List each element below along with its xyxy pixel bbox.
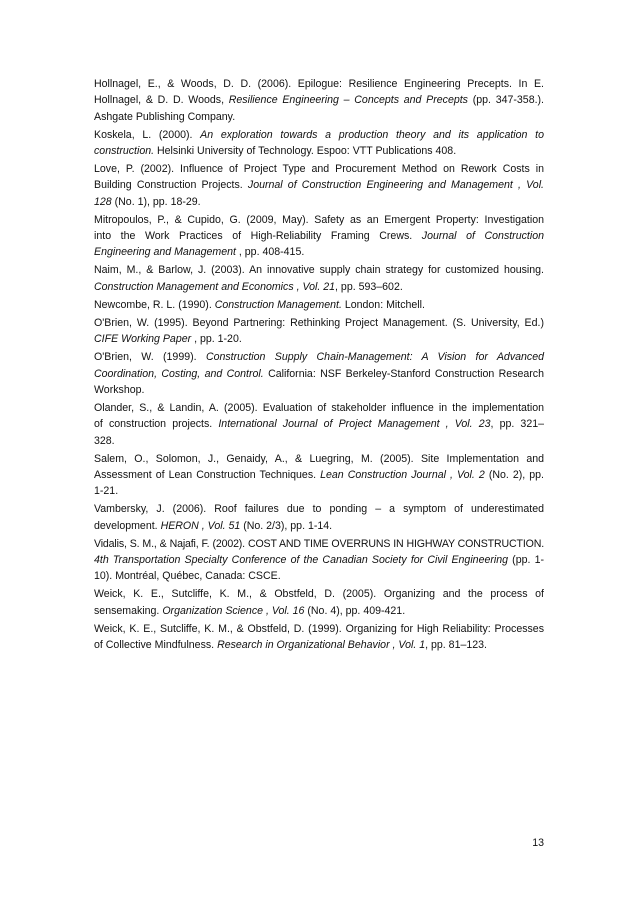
reference-line (94, 212, 544, 228)
reference-italic-text: Journal of Construction (421, 230, 544, 243)
reference-entry (94, 297, 544, 313)
reference-line (94, 536, 544, 552)
reference-line (94, 297, 544, 313)
reference-entry (94, 586, 544, 619)
reference-italic-text: 4th Transportation Specialty Conference of the Canadian Society for Civil Engineering (94, 554, 509, 567)
reference-text: Helsinki University of Technology. Espoo: VTT Publications 408. (154, 144, 457, 157)
reference-text: (No. 2), pp. (484, 469, 544, 481)
reference-line (94, 244, 544, 260)
reference-entry (94, 451, 544, 500)
reference-text: , pp. 81–123. (425, 639, 487, 652)
reference-text: (No. 2/3), pp. 1-14. (240, 519, 333, 532)
reference-text: (pp. 347-358.). (467, 94, 544, 107)
reference-line (94, 568, 544, 584)
reference-text: of Collective Mindfulness. (94, 639, 218, 652)
reference-text: Ashgate Publishing Company. (94, 110, 236, 123)
reference-line (94, 279, 544, 295)
reference-line (94, 501, 544, 517)
page-number: 13 (532, 837, 544, 849)
reference-text: into the Work Practices of High-Reliability Framing Crews. (94, 230, 422, 243)
reference-entry (94, 400, 544, 449)
reference-entry (94, 127, 544, 160)
reference-line (94, 467, 544, 483)
reference-list (94, 76, 544, 655)
reference-text: Newcombe, R. L. (1990). (94, 298, 215, 311)
reference-line (94, 400, 544, 416)
reference-text: Workshop. (94, 383, 145, 396)
reference-text: development. (94, 519, 161, 532)
reference-text: (pp. 1- (508, 554, 544, 567)
reference-text: Vambersky, J. (2006). Roof failures due to ponding – a symptom of underestimated (94, 503, 544, 516)
reference-line (94, 177, 544, 193)
reference-line (94, 262, 544, 278)
reference-text: , pp. 593–602. (335, 280, 403, 293)
reference-italic-text: International Journal of Project Management , Vol. 23 (218, 418, 491, 431)
reference-italic-text: Lean Construction Journal , Vol. 2 (320, 469, 485, 481)
reference-italic-text: Journal of Construction Engineering and Management , Vol. (247, 179, 544, 192)
reference-line (94, 637, 544, 653)
reference-entry (94, 536, 544, 585)
reference-text: Love, P. (2002). Influence of Project Type and Procurement Method on Rework Costs in (94, 163, 544, 176)
reference-text: , pp. 321– (490, 418, 544, 431)
reference-line (94, 228, 544, 244)
reference-text: Building Construction Projects. (94, 179, 248, 192)
reference-text: Weick, K. E., Sutcliffe, K. M., & Obstfeld, D. (1999). Organizing for High Reliability: Processes (94, 622, 544, 635)
reference-entry (94, 262, 544, 295)
reference-line (94, 518, 544, 534)
reference-entry (94, 501, 544, 534)
reference-text: of construction projects. (94, 418, 219, 431)
reference-italic-text: Construction Supply Chain-Management: A Vision for Advanced (205, 351, 544, 364)
reference-line (94, 315, 544, 331)
reference-text: , pp. 1-20. (191, 333, 242, 346)
reference-entry (94, 621, 544, 654)
reference-entry (94, 315, 544, 348)
reference-line (94, 109, 544, 125)
reference-text: Salem, O., Solomon, J., Genaidy, A., & Luegring, M. (2005). Site Implementation and (94, 452, 544, 465)
reference-text: Weick, K. E., Sutcliffe, K. M., & Obstfeld, D. (2005). Organizing and the process of (94, 588, 544, 601)
reference-text: Olander, S., & Landin, A. (2005). Evaluation of stakeholder influence in the implementation (94, 402, 544, 415)
reference-text: Vidalis, S. M., & Najafi, F. (2002). COST AND TIME OVERRUNS IN HIGHWAY CONSTRUCTION. (94, 537, 544, 550)
reference-line (94, 603, 544, 619)
reference-line (94, 143, 544, 159)
reference-line (94, 366, 544, 382)
reference-text: California: NSF Berkeley-Stanford Construction Research (263, 367, 544, 380)
reference-italic-text: Organization Science , Vol. 16 (162, 604, 305, 617)
reference-italic-text: 128 (94, 195, 112, 208)
reference-entry (94, 161, 544, 210)
reference-line (94, 194, 544, 210)
reference-text: , pp. 408-415. (235, 246, 305, 259)
reference-line (94, 552, 544, 568)
reference-line (94, 433, 544, 449)
reference-text: Hollnagel, E., & Woods, D. D. (2006). Epilogue: Resilience Engineering Precepts. In E. (94, 78, 544, 90)
reference-italic-text: Research in Organizational Behavior , Vol. 1 (217, 639, 426, 652)
reference-text: (No. 1), pp. 18-29. (111, 195, 201, 208)
reference-italic-text: An exploration towards a production theory and its application to (200, 128, 544, 141)
reference-line (94, 621, 544, 637)
reference-entry (94, 212, 544, 261)
reference-italic-text: Engineering and Management (94, 246, 236, 259)
reference-italic-text: HERON , Vol. 51 (160, 519, 241, 532)
reference-italic-text: Construction Management. (214, 298, 342, 311)
reference-line (94, 127, 544, 143)
reference-text: O'Brien, W. (1999). (94, 351, 206, 364)
reference-text: Naim, M., & Barlow, J. (2003). An innovative supply chain strategy for customized housing. (94, 264, 544, 277)
reference-italic-text: construction. (94, 144, 155, 157)
reference-line (94, 416, 544, 432)
reference-line (94, 382, 544, 398)
reference-text: Hollnagel, & D. D. Woods, (94, 94, 229, 107)
reference-line (94, 483, 544, 499)
reference-text: O'Brien, W. (1995). Beyond Partnering: Rethinking Project Management. (S. University, Ed.) (94, 316, 544, 329)
reference-line (94, 76, 544, 92)
reference-italic-text: Construction Management and Economics , Vol. 21 (94, 280, 336, 293)
reference-italic-text: Resilience Engineering – Concepts and Precepts (228, 94, 468, 107)
reference-text: 10). Montréal, Québec, Canada: CSCE. (94, 570, 281, 583)
reference-text: 328. (94, 434, 115, 447)
reference-text: Assessment of Lean Construction Techniques. (94, 469, 321, 481)
reference-text: 1-21. (94, 485, 119, 498)
reference-entry (94, 349, 544, 398)
reference-text: (No. 4), pp. 409-421. (304, 604, 406, 617)
reference-text: sensemaking. (94, 604, 163, 617)
reference-entry (94, 76, 544, 125)
reference-text: London: Mitchell. (341, 298, 425, 311)
reference-line (94, 349, 544, 365)
reference-line (94, 161, 544, 177)
reference-line (94, 451, 544, 467)
reference-italic-text: CIFE Working Paper (94, 333, 192, 346)
reference-text: Koskela, L. (2000). (94, 128, 201, 141)
reference-line (94, 331, 544, 347)
reference-line (94, 586, 544, 602)
reference-text: Mitropoulos, P., & Cupido, G. (2009, May). Safety as an Emergent Property: Investigation (94, 213, 544, 226)
reference-line (94, 92, 544, 108)
reference-italic-text: Coordination, Costing, and Control. (94, 367, 264, 380)
